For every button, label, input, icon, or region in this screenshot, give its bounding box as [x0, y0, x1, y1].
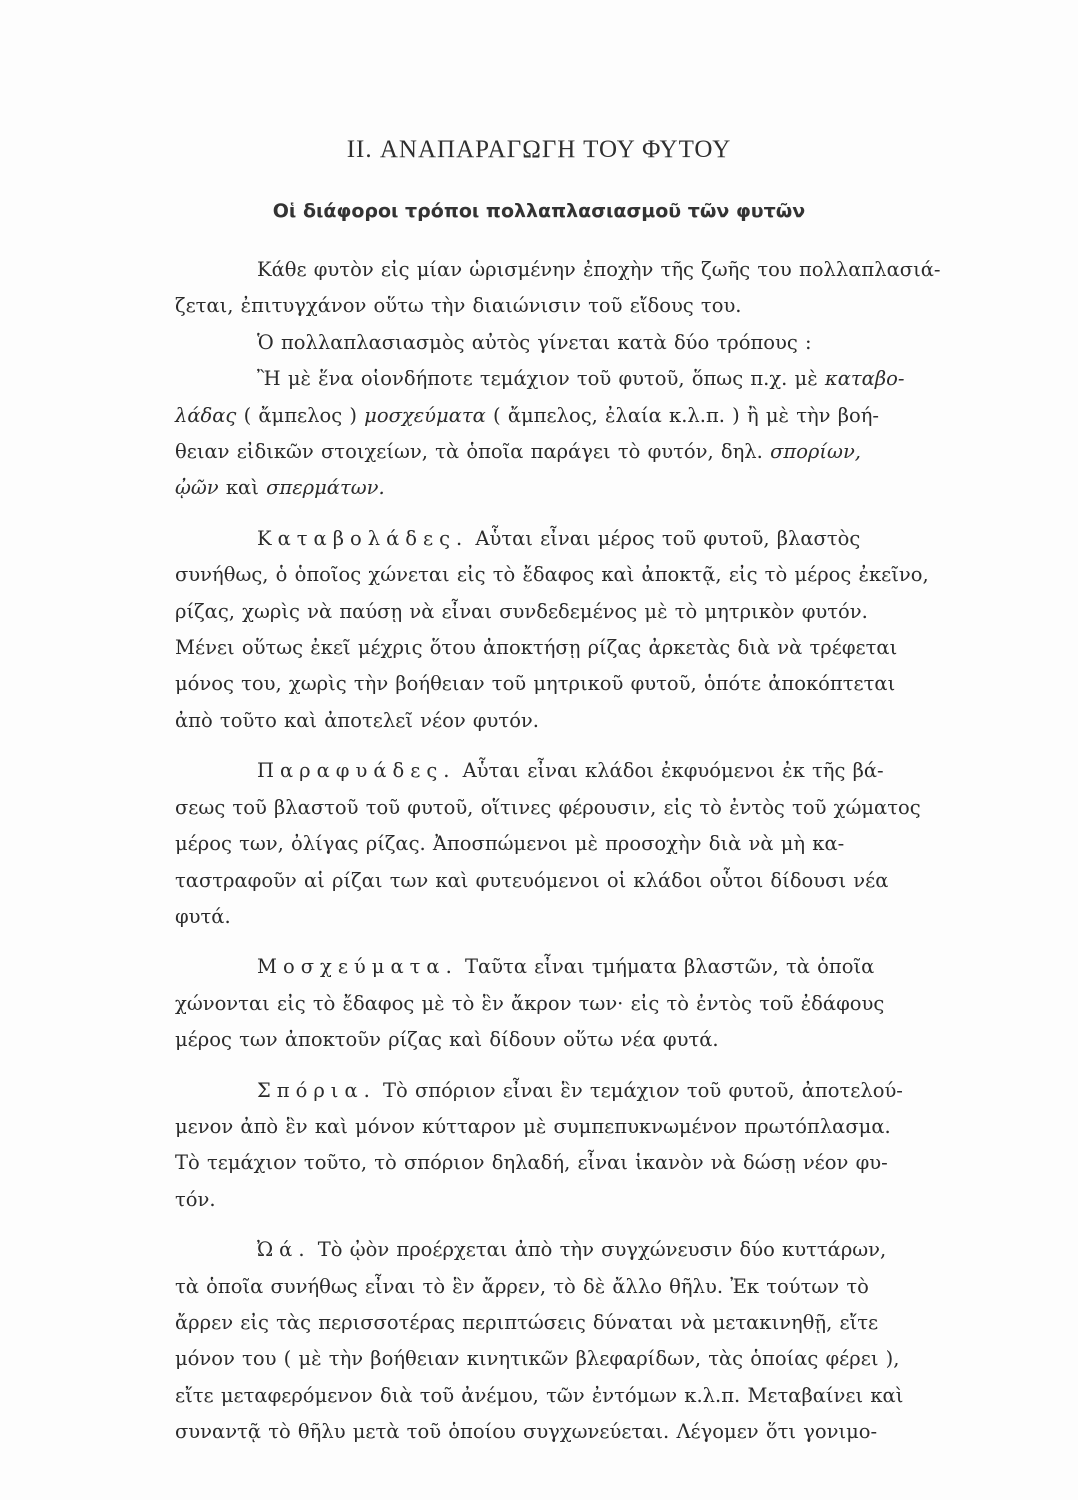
italic-term: σπορίων, [770, 440, 861, 464]
paragraph-oa [175, 1232, 1031, 1450]
italic-term: λάδας [175, 403, 237, 427]
text-line: τὰ ὁποῖα συνήθως εἶναι τὸ ἓν ἄρρεν, τὸ δὲ ἄλλο θῆλυ. Ἐκ τούτων τὸ [175, 1274, 869, 1298]
text-span: θειαν εἰδικῶν στοιχείων, τὰ ὁποῖα παράγει τὸ φυτόν, δηλ. [175, 440, 763, 464]
paragraph-parafyades [175, 753, 1031, 935]
text-line: μέρος των ἀποκτοῦν ρίζας καὶ δίδουν οὕτω νέα φυτά. [175, 1028, 719, 1052]
text-line: Τὸ τεμάχιον τοῦτο, τὸ σπόριον δηλαδή, εἶναι ἱκανὸν νὰ δώσῃ νέον φυ- [175, 1151, 888, 1175]
text-line [175, 753, 1031, 789]
italic-term: καταβο- [824, 367, 905, 391]
section-term: Παραφυάδες. [257, 759, 456, 783]
text-span: Ταῦτα εἶναι τμήματα βλαστῶν, τὰ ὁποῖα [465, 955, 875, 979]
section-subtitle: Οἱ διάφοροι τρόποι πολλαπλασιασμοῦ τῶν φυτῶν [272, 200, 806, 222]
paragraph-katavolades [175, 521, 1031, 739]
section-term: Καταβολάδες. [257, 526, 469, 550]
text-line: ζεται, ἐπιτυγχάνον οὕτω τὴν διαιώνισιν τοῦ εἴδους του. [175, 294, 742, 318]
paragraph-moscheumata [175, 949, 1031, 1058]
section-term: Σπόρια. [257, 1078, 376, 1102]
paragraph-sporia [175, 1073, 1031, 1219]
text-line: ταστραφοῦν αἱ ρίζαι των καὶ φυτευόμενοι οἱ κλάδοι οὗτοι δίδουσι νέα [175, 868, 889, 892]
italic-term: μοσχεύματα [364, 403, 486, 427]
section-term: Ὠά. [257, 1238, 311, 1262]
italic-term: σπερμάτων. [266, 476, 385, 500]
italic-term: ᾠῶν [175, 476, 219, 500]
text-line: μόνος του, χωρὶς τὴν βοήθειαν τοῦ μητρικοῦ φυτοῦ, ὁπότε ἀποκόπτεται [175, 672, 896, 696]
text-line: Μένει οὕτως ἐκεῖ μέχρις ὅτου ἀποκτήσῃ ρίζας ἀρκετὰς διὰ νὰ τρέφεται [175, 636, 898, 660]
text-line: συνήθως, ὁ ὁποῖος χώνεται εἰς τὸ ἔδαφος καὶ ἀποκτᾷ, εἰς τὸ μέρος ἐκεῖνο, [175, 563, 929, 587]
text-line [175, 1232, 1031, 1268]
text-line: Ὁ πολλαπλασιασμὸς αὐτὸς γίνεται κατὰ δύο τρόπους : [257, 330, 812, 354]
text-line: μενον ἀπὸ ἓν καὶ μόνον κύτταρον μὲ συμπεπυκνωμένον πρωτόπλασμα. [175, 1114, 891, 1138]
text-line [175, 949, 1031, 985]
text-line [175, 1073, 1031, 1109]
text-line: ρίζας, χωρὶς νὰ παύσῃ νὰ εἶναι συνδεδεμένος μὲ τὸ μητρικὸν φυτόν. [175, 599, 868, 623]
chapter-title: II. ΑΝΑΠΑΡΑΓΩΓΗ ΤΟΥ ΦΥΤΟΥ [346, 136, 732, 163]
text-line: ἄρρεν εἰς τὰς περισσοτέρας περιπτώσεις δύναται νὰ μετακινηθῇ, εἴτε [175, 1310, 879, 1334]
text-line [175, 361, 1031, 397]
text-line: εἴτε μεταφερόμενον διὰ τοῦ ἀνέμου, τῶν ἐντόμων κ.λ.π. Μεταβαίνει καὶ [175, 1383, 904, 1407]
text-line: σεως τοῦ βλαστοῦ τοῦ φυτοῦ, οἵτινες φέρουσιν, εἰς τὸ ἐντὸς τοῦ χώματος [175, 795, 921, 819]
text-line [175, 521, 1031, 557]
paragraph-intro [175, 252, 1031, 507]
text-span: Ἢ μὲ ἕνα οἱονδήποτε τεμάχιον τοῦ φυτοῦ, ὅπως π.χ. μὲ [257, 367, 818, 391]
text-span: Τὸ ᾠὸν προέρχεται ἀπὸ τὴν συγχώνευσιν δύο κυττάρων, [317, 1238, 887, 1262]
text-span: καὶ [225, 476, 259, 500]
text-span: Αὗται εἶναι μέρος τοῦ φυτοῦ, βλαστὸς [475, 526, 861, 550]
text-line: Κάθε φυτὸν εἰς μίαν ὡρισμένην ἐποχὴν τῆς ζωῆς του πολλαπλασιά- [257, 258, 941, 281]
text-line: ἀπὸ τοῦτο καὶ ἀποτελεῖ νέον φυτόν. [175, 708, 539, 732]
section-term: Μοσχεύματα. [257, 955, 458, 979]
text-line [175, 434, 1031, 470]
text-span: ( ἄμπελος ) [243, 403, 357, 427]
body-text [175, 252, 1031, 1451]
text-span: ( ἄμπελος, ἐλαία κ.λ.π. ) ἢ μὲ τὴν βοή- [493, 403, 880, 427]
text-line [175, 398, 1031, 434]
text-line: φυτά. [175, 904, 231, 928]
text-line: συναντᾷ τὸ θῆλυ μετὰ τοῦ ὁποίου συγχωνεύεται. Λέγομεν ὅτι γονιμο- [175, 1420, 878, 1444]
text-span: Τὸ σπόριον εἶναι ἓν τεμάχιον τοῦ φυτοῦ, ἀποτελού- [383, 1078, 903, 1102]
text-span: Αὗται εἶναι κλάδοι ἐκφυόμενοι ἐκ τῆς βά- [462, 759, 884, 783]
text-line: μέρος των, ὀλίγας ρίζας. Ἀποσπώμενοι μὲ προσοχὴν διὰ νὰ μὴ κα- [175, 832, 845, 856]
text-line [175, 470, 1031, 506]
text-line: χώνονται εἰς τὸ ἔδαφος μὲ τὸ ἓν ἄκρον των· εἰς τὸ ἐντὸς τοῦ ἐδάφους [175, 991, 885, 1015]
text-line: τόν. [175, 1187, 216, 1211]
text-line: μόνον του ( μὲ τὴν βοήθειαν κινητικῶν βλεφαρίδων, τὰς ὁποίας φέρει ), [175, 1347, 900, 1371]
